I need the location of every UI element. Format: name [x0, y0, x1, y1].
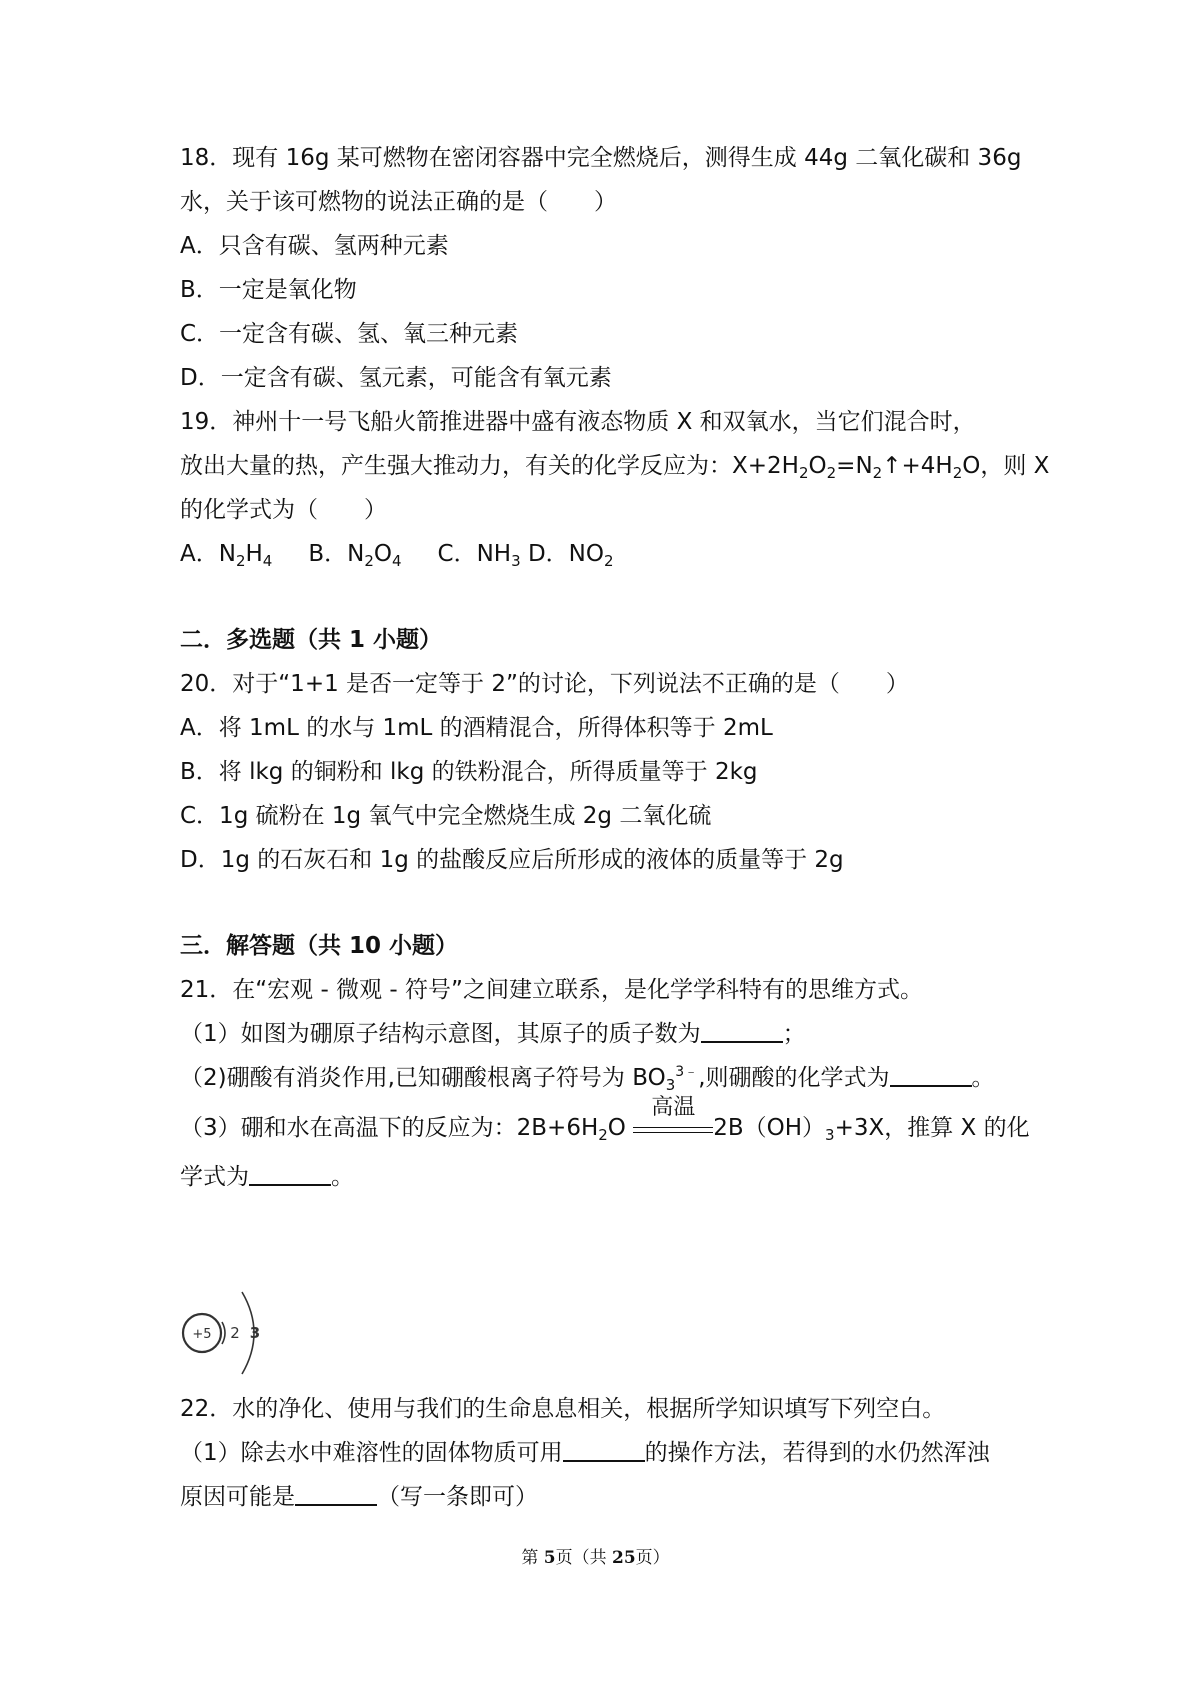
answer-blank[interactable]	[701, 1019, 783, 1043]
q19-stem-line2: 放出大量的热，产生强大推动力，有关的化学反应为：$X+2H_2O_2=N_2↑+4H_2O$，则 X	[180, 453, 1050, 482]
q19-option-c: C．$NH_3$	[437, 541, 521, 570]
q18-stem-line2: 水，关于该可燃物的说法正确的是（ ）	[180, 189, 617, 215]
q18-option-d: D．一定含有碳、氢元素，可能含有氧元素	[180, 365, 612, 391]
section-heading-answer-questions: 三．解答题（共 10 小题）	[180, 933, 459, 959]
section-heading-multiple-choice: 二．多选题（共 1 小题）	[180, 627, 443, 653]
q22-part1: （1）除去水中难溶性的固体物质可用 的操作方法，若得到的水仍然浑浊	[180, 1440, 990, 1466]
q19-option-d: D．$NO_2$	[520, 541, 614, 570]
q21-stem: 21．在“宏观 - 微观 - 符号”之间建立联系，是化学学科特有的思维方式。	[180, 977, 923, 1003]
q20-option-d: D．1g 的石灰石和 1g 的盐酸反应后所形成的液体的质量等于 2g	[180, 847, 844, 873]
q18-option-b: B．一定是氧化物	[180, 277, 357, 303]
q22-stem: 22．水的净化、使用与我们的生命息息相关，根据所学知识填写下列空白。	[180, 1396, 946, 1422]
q18-option-a: A．只含有碳、氢两种元素	[180, 233, 449, 259]
q20-stem: 20．对于“1+1 是否一定等于 2”的讨论，下列说法不正确的是（ ）	[180, 671, 909, 697]
reaction-condition: 高温	[651, 1095, 696, 1120]
atom-shell-1-electrons: 2	[230, 1324, 240, 1342]
q19-option-b: B．$N_2O_4$	[308, 541, 402, 570]
atom-nucleus-charge: +5	[192, 1327, 212, 1342]
atom-shell-2-electrons: 3	[249, 1324, 261, 1342]
q18-stem-line1: 18．现有 16g 某可燃物在密闭容器中完全燃烧后，测得生成 44g 二氧化碳和 36g	[180, 145, 1022, 171]
answer-blank[interactable]	[295, 1482, 377, 1506]
q21-part2: （2)硼酸有消炎作用,已知硼酸根离子符号为 $BO_3^{3﹣}$,则硼酸的化学式为 。	[180, 1064, 995, 1094]
answer-blank[interactable]	[563, 1438, 645, 1462]
page-footer: 第 5页（共 25页）	[521, 1548, 670, 1568]
q19-options	[180, 539, 614, 569]
q20-option-a: A．将 1mL 的水与 1mL 的酒精混合，所得体积等于 2mL	[180, 715, 773, 741]
answer-blank[interactable]	[249, 1162, 331, 1186]
q20-option-b: B．将 lkg 的铜粉和 lkg 的铁粉混合，所得质量等于 2kg	[180, 759, 758, 785]
q22-part1-line2: 原因可能是 （写一条即可）	[180, 1484, 538, 1510]
reaction-arrow	[633, 1095, 713, 1143]
q21-part3-line2: 学式为 。	[180, 1164, 354, 1190]
q20-option-c: C．1g 硫粉在 1g 氧气中完全燃烧生成 2g 二氧化硫	[180, 803, 712, 829]
boron-atom-structure-diagram	[180, 1288, 290, 1378]
q21-part1: （1）如图为硼原子结构示意图，其原子的质子数为 ；	[180, 1021, 806, 1047]
q21-part3: （3）硼和水在高温下的反应为：$2B+6H_2O$ 高温 $2B(OH)_3+3X$，推算 X 的化	[180, 1095, 1030, 1144]
q19-stem-line1: 19．神州十一号飞船火箭推进器中盛有液态物质 X 和双氧水，当它们混合时，	[180, 409, 976, 435]
q19-stem-line3: 的化学式为（ ）	[180, 497, 387, 523]
q19-option-a: A．$N_2H_4$	[180, 541, 273, 570]
answer-blank[interactable]	[890, 1063, 972, 1087]
q18-option-c: C．一定含有碳、氢、氧三种元素	[180, 321, 519, 347]
